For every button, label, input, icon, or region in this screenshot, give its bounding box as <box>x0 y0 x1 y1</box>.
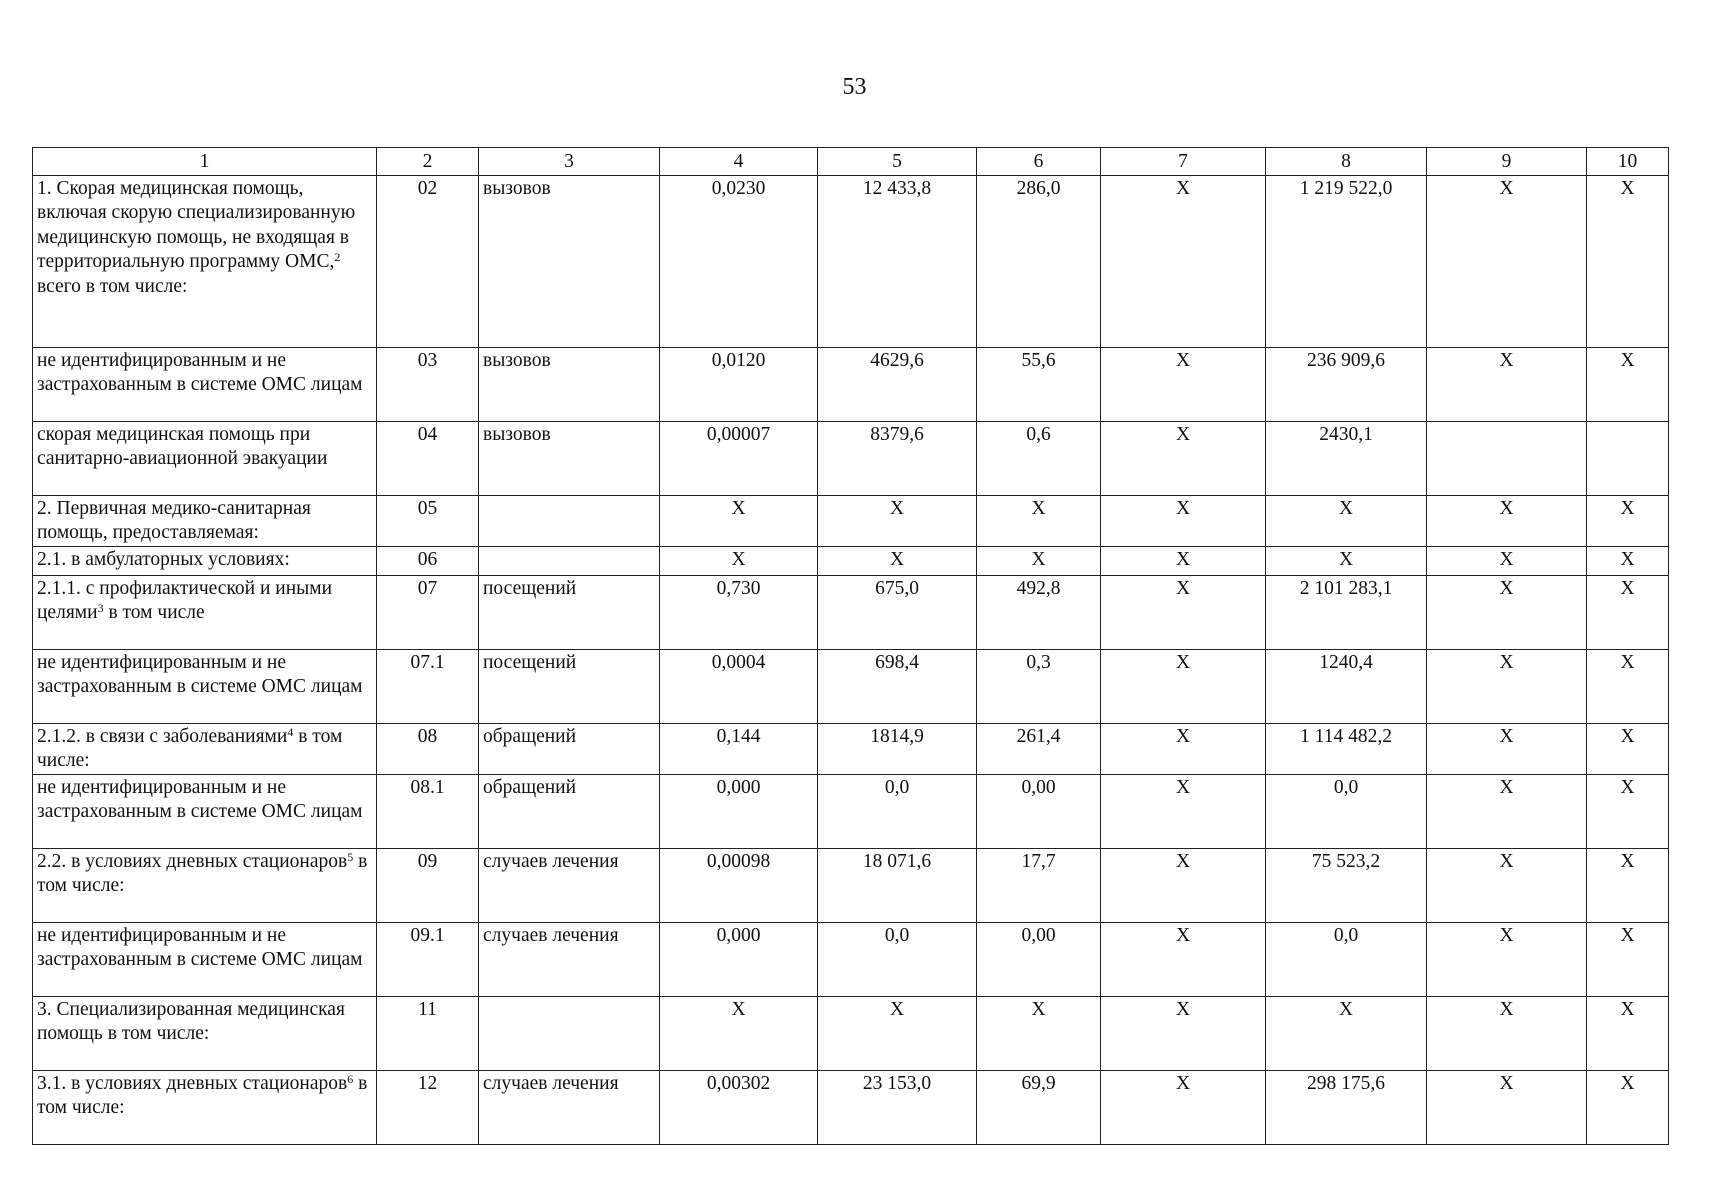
table-row <box>33 723 1669 774</box>
row-label-text: 2.1. в амбулаторных условиях: <box>37 548 290 570</box>
cell-c8: 1 114 482,2 <box>1266 723 1427 774</box>
header-cell: 2 <box>377 148 479 176</box>
cell-c7: X <box>1101 175 1266 347</box>
row-label-suffix: в том числе: <box>37 725 343 771</box>
cell-c9: X <box>1427 495 1587 546</box>
footnote-marker: 3 <box>97 601 104 615</box>
row-label-text: не идентифицированным и не застрахованным в системе ОМС лицам <box>37 349 363 395</box>
cell-c4: 0,730 <box>660 575 818 649</box>
table-row <box>33 546 1669 575</box>
cell-code: 07.1 <box>377 649 479 723</box>
cell-c10: X <box>1587 996 1669 1070</box>
cell-c10: X <box>1587 495 1669 546</box>
table-row <box>33 347 1669 421</box>
cell-c5: 698,4 <box>818 649 977 723</box>
cell-c8: 236 909,6 <box>1266 347 1427 421</box>
cell-c7: X <box>1101 347 1266 421</box>
cell-c5: X <box>818 495 977 546</box>
cell-c8: 2430,1 <box>1266 421 1427 495</box>
cell-c8: 75 523,2 <box>1266 848 1427 922</box>
cell-c10: X <box>1587 546 1669 575</box>
table-row <box>33 495 1669 546</box>
row-label <box>33 723 377 774</box>
cell-c6: 261,4 <box>977 723 1101 774</box>
cell-c7: X <box>1101 723 1266 774</box>
cell-c9: X <box>1427 546 1587 575</box>
cell-c10 <box>1587 421 1669 495</box>
cell-c9: X <box>1427 347 1587 421</box>
cell-c9: X <box>1427 922 1587 996</box>
cell-c6: X <box>977 546 1101 575</box>
cell-c8: X <box>1266 495 1427 546</box>
cell-c10: X <box>1587 848 1669 922</box>
cell-c9: X <box>1427 575 1587 649</box>
cell-c5: 0,0 <box>818 774 977 848</box>
cell-unit: вызовов <box>479 175 660 347</box>
row-label <box>33 347 377 421</box>
cell-c7: X <box>1101 996 1266 1070</box>
row-label <box>33 495 377 546</box>
table-row <box>33 922 1669 996</box>
cell-c4: 0,0120 <box>660 347 818 421</box>
cell-c8: 298 175,6 <box>1266 1070 1427 1144</box>
cell-c7: X <box>1101 848 1266 922</box>
row-label <box>33 996 377 1070</box>
cell-c10: X <box>1587 1070 1669 1144</box>
cell-c6: 286,0 <box>977 175 1101 347</box>
cell-c4: 0,144 <box>660 723 818 774</box>
cell-unit: случаев лечения <box>479 922 660 996</box>
cell-c10: X <box>1587 175 1669 347</box>
row-label <box>33 848 377 922</box>
table-row <box>33 996 1669 1070</box>
header-cell: 1 <box>33 148 377 176</box>
cell-unit: обращений <box>479 774 660 848</box>
row-label-suffix: в том числе: <box>37 1072 368 1118</box>
cell-code: 12 <box>377 1070 479 1144</box>
cell-c9 <box>1427 421 1587 495</box>
header-cell: 9 <box>1427 148 1587 176</box>
header-cell: 8 <box>1266 148 1427 176</box>
row-label <box>33 774 377 848</box>
cell-c6: 69,9 <box>977 1070 1101 1144</box>
cell-c6: 0,6 <box>977 421 1101 495</box>
cell-c10: X <box>1587 723 1669 774</box>
cell-c4: X <box>660 495 818 546</box>
cell-c6: 0,00 <box>977 922 1101 996</box>
cell-unit <box>479 996 660 1070</box>
table-row <box>33 848 1669 922</box>
cell-c8: X <box>1266 546 1427 575</box>
cell-c8: X <box>1266 996 1427 1070</box>
cell-c6: 55,6 <box>977 347 1101 421</box>
footnote-marker: 2 <box>334 250 341 264</box>
table-row <box>33 774 1669 848</box>
row-label-text: не идентифицированным и не застрахованным в системе ОМС лицам <box>37 776 363 822</box>
cell-unit: посещений <box>479 649 660 723</box>
cell-code: 09.1 <box>377 922 479 996</box>
cell-c4: 0,00302 <box>660 1070 818 1144</box>
cell-c6: 0,00 <box>977 774 1101 848</box>
cell-c8: 0,0 <box>1266 922 1427 996</box>
table-row <box>33 175 1669 347</box>
row-label-suffix: всего в том числе: <box>37 275 188 297</box>
cell-c10: X <box>1587 922 1669 996</box>
header-row <box>33 148 1669 176</box>
row-label-text: 3. Специализированная медицинская помощь в том числе: <box>37 998 345 1044</box>
cell-unit: случаев лечения <box>479 1070 660 1144</box>
header-cell: 6 <box>977 148 1101 176</box>
header-cell: 5 <box>818 148 977 176</box>
cell-c8: 1 219 522,0 <box>1266 175 1427 347</box>
row-label-text: не идентифицированным и не застрахованным в системе ОМС лицам <box>37 651 363 697</box>
cell-c4: 0,000 <box>660 774 818 848</box>
cell-c7: X <box>1101 1070 1266 1144</box>
cell-c5: 0,0 <box>818 922 977 996</box>
cell-c8: 2 101 283,1 <box>1266 575 1427 649</box>
cell-c7: X <box>1101 575 1266 649</box>
row-label-text: 2.1.2. в связи с заболеваниями <box>37 725 288 747</box>
cell-c5: X <box>818 996 977 1070</box>
row-label-suffix: в том числе: <box>37 850 368 896</box>
page-number: 53 <box>842 74 867 100</box>
cell-c10: X <box>1587 575 1669 649</box>
cell-c9: X <box>1427 649 1587 723</box>
table-row <box>33 649 1669 723</box>
cell-c9: X <box>1427 175 1587 347</box>
cell-c6: 492,8 <box>977 575 1101 649</box>
row-label <box>33 421 377 495</box>
cell-c9: X <box>1427 723 1587 774</box>
cell-unit: вызовов <box>479 421 660 495</box>
header-cell: 10 <box>1587 148 1669 176</box>
cell-c9: X <box>1427 996 1587 1070</box>
cell-code: 03 <box>377 347 479 421</box>
row-label <box>33 922 377 996</box>
cell-c4: 0,0004 <box>660 649 818 723</box>
header-cell: 4 <box>660 148 818 176</box>
cell-c7: X <box>1101 546 1266 575</box>
cell-c4: 0,00098 <box>660 848 818 922</box>
row-label-suffix: в том числе <box>103 602 205 623</box>
cell-c4: X <box>660 996 818 1070</box>
cell-c4: X <box>660 546 818 575</box>
cell-code: 08 <box>377 723 479 774</box>
cell-code: 08.1 <box>377 774 479 848</box>
cell-c10: X <box>1587 347 1669 421</box>
cell-c5: X <box>818 546 977 575</box>
cell-c9: X <box>1427 848 1587 922</box>
header-cell: 7 <box>1101 148 1266 176</box>
row-label-text: 2.1.1. с профилактической и иными целями <box>37 577 333 623</box>
cell-c6: X <box>977 495 1101 546</box>
table-row <box>33 1070 1669 1144</box>
cell-c10: X <box>1587 774 1669 848</box>
cell-unit: случаев лечения <box>479 848 660 922</box>
row-label <box>33 175 377 347</box>
cell-c4: 0,00007 <box>660 421 818 495</box>
row-label-text: 2. Первичная медико-санитарная помощь, предоставляемая: <box>37 497 311 543</box>
cell-c9: X <box>1427 1070 1587 1144</box>
cell-c8: 0,0 <box>1266 774 1427 848</box>
cell-unit <box>479 546 660 575</box>
cell-c5: 4629,6 <box>818 347 977 421</box>
cell-code: 05 <box>377 495 479 546</box>
row-label <box>33 649 377 723</box>
cell-code: 06 <box>377 546 479 575</box>
cell-c5: 12 433,8 <box>818 175 977 347</box>
cell-c4: 0,0230 <box>660 175 818 347</box>
cell-c10: X <box>1587 649 1669 723</box>
data-table <box>32 147 1669 1145</box>
cell-c8: 1240,4 <box>1266 649 1427 723</box>
row-label <box>33 546 377 575</box>
cell-c7: X <box>1101 649 1266 723</box>
cell-unit: обращений <box>479 723 660 774</box>
cell-unit: вызовов <box>479 347 660 421</box>
row-label-text: 1. Скорая медицинская помощь, включая скорую специализированную медицинскую помощь, не входящая в территориальную программу ОМС, <box>37 177 356 272</box>
row-label-text: не идентифицированным и не застрахованным в системе ОМС лицам <box>37 924 363 970</box>
cell-c4: 0,000 <box>660 922 818 996</box>
cell-unit <box>479 495 660 546</box>
cell-code: 04 <box>377 421 479 495</box>
row-label-text: 3.1. в условиях дневных стационаров <box>37 1072 348 1094</box>
cell-c7: X <box>1101 774 1266 848</box>
cell-c5: 23 153,0 <box>818 1070 977 1144</box>
footnote-marker: 4 <box>287 724 294 739</box>
cell-c5: 675,0 <box>818 575 977 649</box>
table-row <box>33 421 1669 495</box>
cell-c6: 17,7 <box>977 848 1101 922</box>
cell-c9: X <box>1427 774 1587 848</box>
row-label <box>33 1070 377 1144</box>
cell-code: 07 <box>377 575 479 649</box>
cell-code: 11 <box>377 996 479 1070</box>
cell-c5: 1814,9 <box>818 723 977 774</box>
footnote-marker: 5 <box>347 849 354 864</box>
cell-unit: посещений <box>479 575 660 649</box>
cell-c6: 0,3 <box>977 649 1101 723</box>
cell-c7: X <box>1101 421 1266 495</box>
cell-c7: X <box>1101 922 1266 996</box>
table-row <box>33 575 1669 649</box>
cell-c7: X <box>1101 495 1266 546</box>
cell-c5: 18 071,6 <box>818 848 977 922</box>
cell-code: 09 <box>377 848 479 922</box>
row-label <box>33 575 377 649</box>
row-label-text: скорая медицинская помощь при санитарно-авиационной эвакуации <box>37 423 328 469</box>
header-cell: 3 <box>479 148 660 176</box>
footnote-marker: 6 <box>347 1071 354 1086</box>
row-label-text: 2.2. в условиях дневных стационаров <box>37 850 348 872</box>
cell-c6: X <box>977 996 1101 1070</box>
cell-code: 02 <box>377 175 479 347</box>
cell-c5: 8379,6 <box>818 421 977 495</box>
